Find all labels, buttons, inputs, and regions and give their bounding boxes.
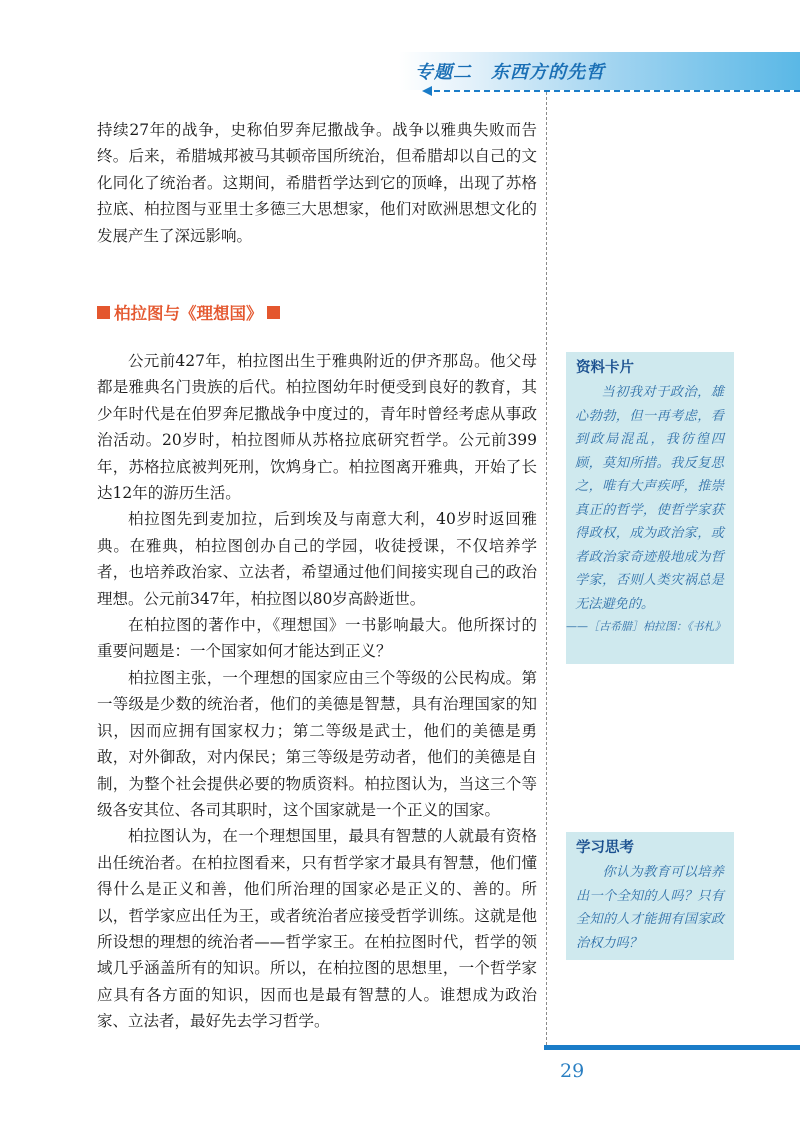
- info-card: [566, 352, 734, 664]
- page-number: 29: [560, 1060, 585, 1082]
- footer-bar: [544, 1045, 800, 1050]
- study-question-text: 你认为教育可以培养出一个全知的人吗？只有全知的人才能拥有国家政治权力吗？: [576, 865, 724, 951]
- paragraph: 柏拉图先到麦加拉，后到埃及与南意大利，40岁时返回雅典。在雅典，柏拉图创办自己的学园，收徒授课，不仅培养学者，也培养政治家、立法者，希望通过他们间接实现自己的政治理想。公元前347年，柏拉图以80岁高龄逝世。: [97, 510, 537, 608]
- intro-paragraph: 持续27年的战争，史称伯罗奔尼撒战争。战争以雅典失败而告终。后来，希腊城邦被马其顿帝国所统治，但希腊却以自己的文化同化了统治者。这期间，希腊哲学达到它的顶峰，出现了苏格拉底、柏拉图与亚里士多德三大思想家，他们对欧洲思想文化的发展产生了深远影响。: [97, 121, 537, 245]
- chapter-title: 专题二 东西方的先哲: [415, 62, 605, 83]
- square-bullet-icon: [97, 306, 110, 319]
- intro-text: [97, 117, 537, 249]
- info-card-title: 资料卡片: [576, 360, 634, 376]
- header-arrow-icon: [422, 86, 432, 96]
- study-question-card: [566, 832, 734, 960]
- body-text: [97, 348, 537, 1035]
- section-heading: [97, 300, 280, 324]
- section-title: 柏拉图与《理想国》: [114, 304, 263, 323]
- paragraph: 公元前427年，柏拉图出生于雅典附近的伊齐那岛。他父母都是雅典名门贵族的后代。柏拉图幼年时便受到良好的教育，其少年时代是在伯罗奔尼撒战争中度过的，青年时曾经考虑从事政治活动。20岁时，柏拉图师从苏格拉底研究哲学。公元前399年，苏格拉底被判死刑，饮鸩身亡。柏拉图离开雅典，开始了长达12年的游历生活。: [97, 352, 537, 503]
- square-bullet-icon: [267, 306, 280, 319]
- info-card-source: ——［古希腊］柏拉图：《书札》: [566, 620, 726, 633]
- paragraph: 在柏拉图的著作中，《理想国》一书影响最大。他所探讨的重要问题是：一个国家如何才能达到正义？: [97, 616, 537, 661]
- margin-dashed-line: [546, 92, 547, 1045]
- paragraph: 柏拉图主张，一个理想的国家应由三个等级的公民构成。第一等级是少数的统治者，他们的美德是智慧，具有治理国家的知识，因而应拥有国家权力；第二等级是武士，他们的美德是勇敢，对外御敌，对内保民；第三等级是劳动者，他们的美德是自制，为整个社会提供必要的物质资料。柏拉图认为，当这三个等级各安其位、各司其职时，这个国家就是一个正义的国家。: [97, 668, 537, 819]
- info-card-quote: 当初我对于政治，雄心勃勃，但一再考虑，看到政局混乱，我彷徨四顾，莫知所措。我反复思之，唯有大声疾呼，推崇真正的哲学，使哲学家获得政权，成为政治家，或者政治家奇迹般地成为哲学家，否则人类灾祸总是无法避免的。: [575, 385, 724, 612]
- header-dashed-line: [434, 90, 800, 92]
- paragraph: 柏拉图认为，在一个理想国里，最具有智慧的人就最有资格出任统治者。在柏拉图看来，只有哲学家才最具有智慧，他们懂得什么是正义和善，他们所治理的国家必是正义的、善的。所以，哲学家应出任为王，或者统治者应接受哲学训练。这就是他所设想的理想的统治者——哲学家王。在柏拉图时代，哲学的领域几乎涵盖所有的知识。所以，在柏拉图的思想里，一个哲学家应具有各方面的知识，因而也是最有智慧的人。谁想成为政治家、立法者，最好先去学习哲学。: [97, 827, 537, 1031]
- study-question-title: 学习思考: [576, 840, 634, 856]
